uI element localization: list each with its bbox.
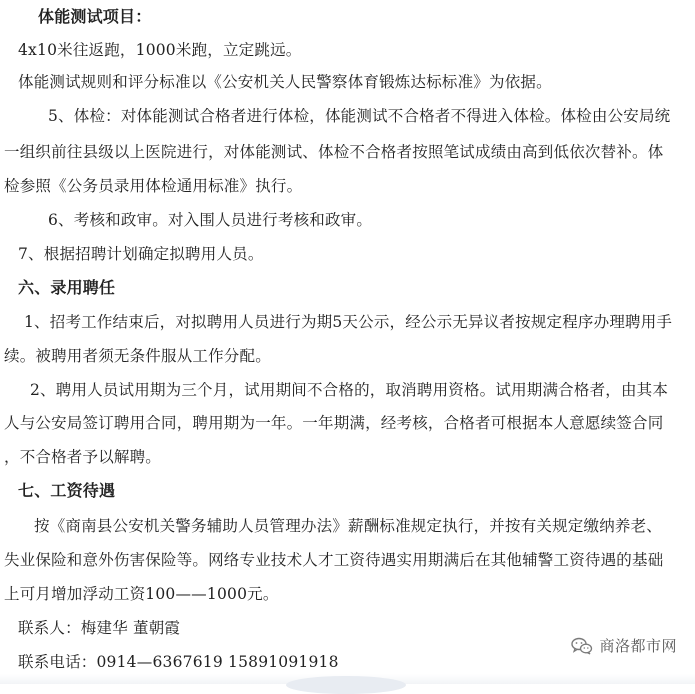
paragraph-line: 续。被聘用者须无条件服从工作分配。 — [4, 347, 271, 365]
paragraph-line: ，不合格者予以解聘。 — [4, 448, 162, 466]
paragraph-line: 失业保险和意外伤害保险等。网络专业技术人才工资待遇实用期满后在其他辅警工资待遇的基础 — [4, 551, 664, 569]
paragraph-line: 1、招考工作结束后，对拟聘用人员进行为期5天公示，经公示无异议者按规定程序办理聘用手 — [24, 313, 673, 331]
bottom-center-decoration — [286, 676, 406, 694]
wechat-logo-icon — [571, 637, 593, 655]
paragraph-line: 4x10米往返跑，1000米跑，立定跳远。 — [18, 41, 302, 59]
paragraph-line: 2、聘用人员试用期为三个月，试用期间不合格的，取消聘用资格。试用期满合格者，由其本 — [30, 381, 669, 399]
section-heading-fitness-test: 体能测试项目： — [38, 7, 152, 26]
contact-person: 联系人：梅建华 董朝霞 — [18, 619, 181, 637]
section-heading-salary: 七、工资待遇 — [18, 481, 116, 500]
paragraph-line: 7、根据招聘计划确定拟聘用人员。 — [18, 245, 264, 263]
paragraph-line: 6、考核和政审。对入围人员进行考核和政审。 — [48, 211, 373, 229]
paragraph-line: 检参照《公务员录用体检通用标准》执行。 — [4, 177, 303, 195]
paragraph-line: 体能测试规则和评分标准以《公安机关人民警察体育锻炼达标标准》为依据。 — [18, 73, 552, 91]
paragraph-line: 5、体检：对体能测试合格者进行体检，体能测试不合格者不得进入体检。体检由公安局统 — [48, 107, 671, 125]
section-heading-employment: 六、录用聘任 — [18, 278, 116, 297]
contact-phone: 联系电话：0914—6367619 15891091918 — [18, 653, 339, 671]
watermark-text: 商洛都市网 — [599, 637, 677, 655]
paragraph-line: 一组织前往县级以上医院进行，对体能测试、体检不合格者按照笔试成绩由高到低依次替补。体 — [4, 143, 664, 161]
paragraph-line: 按《商南县公安机关警务辅助人员管理办法》薪酬标准规定执行，并按有关规定缴纳养老、 — [34, 517, 663, 535]
paragraph-line: 上可月增加浮动工资100——1000元。 — [4, 585, 279, 603]
watermark — [567, 633, 681, 658]
paragraph-line: 人与公安局签订聘用合同，聘用期为一年。一年期满，经考核，合格者可根据本人意愿续签合同 — [4, 414, 664, 432]
